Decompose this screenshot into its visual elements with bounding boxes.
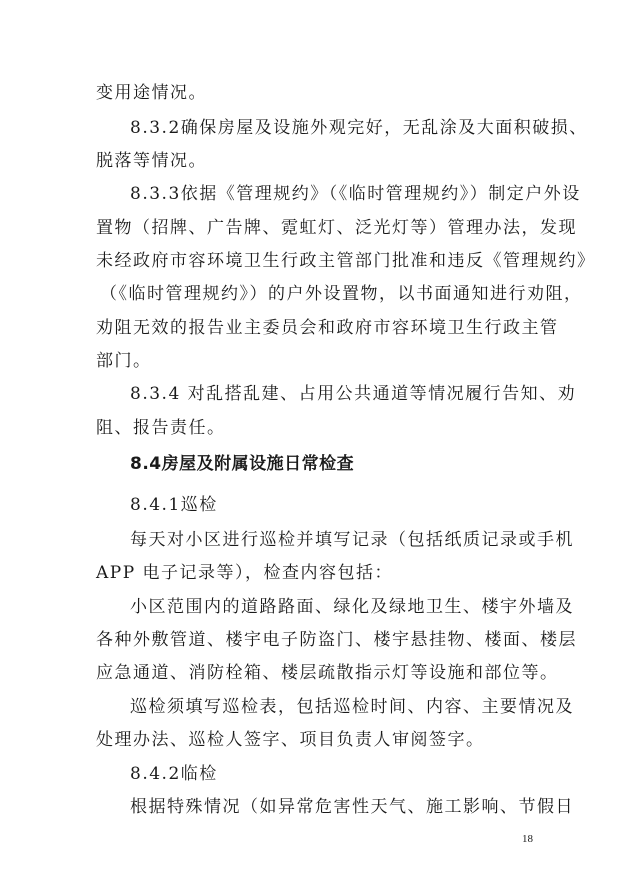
text-line: 应急通道、消防栓箱、楼层疏散指示灯等设施和部位等。 [96, 663, 559, 683]
text-line: 阻、报告责任。 [96, 418, 226, 438]
clause-8-3-4: 8.3.4 对乱搭乱建、占用公共通道等情况履行告知、劝 [130, 384, 577, 404]
section-heading-8-4: 8.4房屋及附属设施日常检查 [130, 454, 355, 474]
subsection-8-4-2: 8.4.2临检 [130, 764, 218, 784]
text-line: 置物（招牌、广告牌、霓虹灯、泛光灯等）管理办法，发现 [96, 218, 577, 238]
text-line: 巡检须填写巡检表，包括巡检时间、内容、主要情况及 [130, 697, 574, 717]
text-line: 根据特殊情况（如异常危害性天气、施工影响、节假日 [130, 797, 574, 817]
text-line: 变用途情况。 [96, 83, 207, 103]
text-line: （《临时管理规约》）的户外设置物，以书面通知进行劝阻， [100, 284, 583, 304]
subsection-8-4-1: 8.4.1巡检 [130, 495, 218, 515]
text-line: 劝阻无效的报告业主委员会和政府市容环境卫生行政主管 [96, 318, 559, 338]
page-number: 18 [522, 833, 533, 845]
text-line: 处理办法、巡检人签字、项目负责人审阅签字。 [96, 730, 485, 750]
clause-8-3-3: 8.3.3依据《管理规约》（《临时管理规约》）制定户外设 [130, 184, 581, 204]
text-line: 部门。 [96, 351, 152, 371]
text-line: 每天对小区进行巡检并填写记录（包括纸质记录或手机 [130, 530, 574, 550]
clause-8-3-2: 8.3.2确保房屋及设施外观完好，无乱涂及大面积破损、 [130, 118, 588, 138]
text-line: 脱落等情况。 [96, 151, 207, 171]
text-line: 未经政府市容环境卫生行政主管部门批准和违反《管理规约》 [96, 251, 596, 271]
text-line: 各种外敷管道、楼宇电子防盗门、楼宇悬挂物、楼面、楼层 [96, 630, 577, 650]
text-line: 小区范围内的道路路面、绿化及绿地卫生、楼宇外墙及 [130, 597, 574, 617]
text-line: APP 电子记录等），检查内容包括： [96, 563, 394, 583]
